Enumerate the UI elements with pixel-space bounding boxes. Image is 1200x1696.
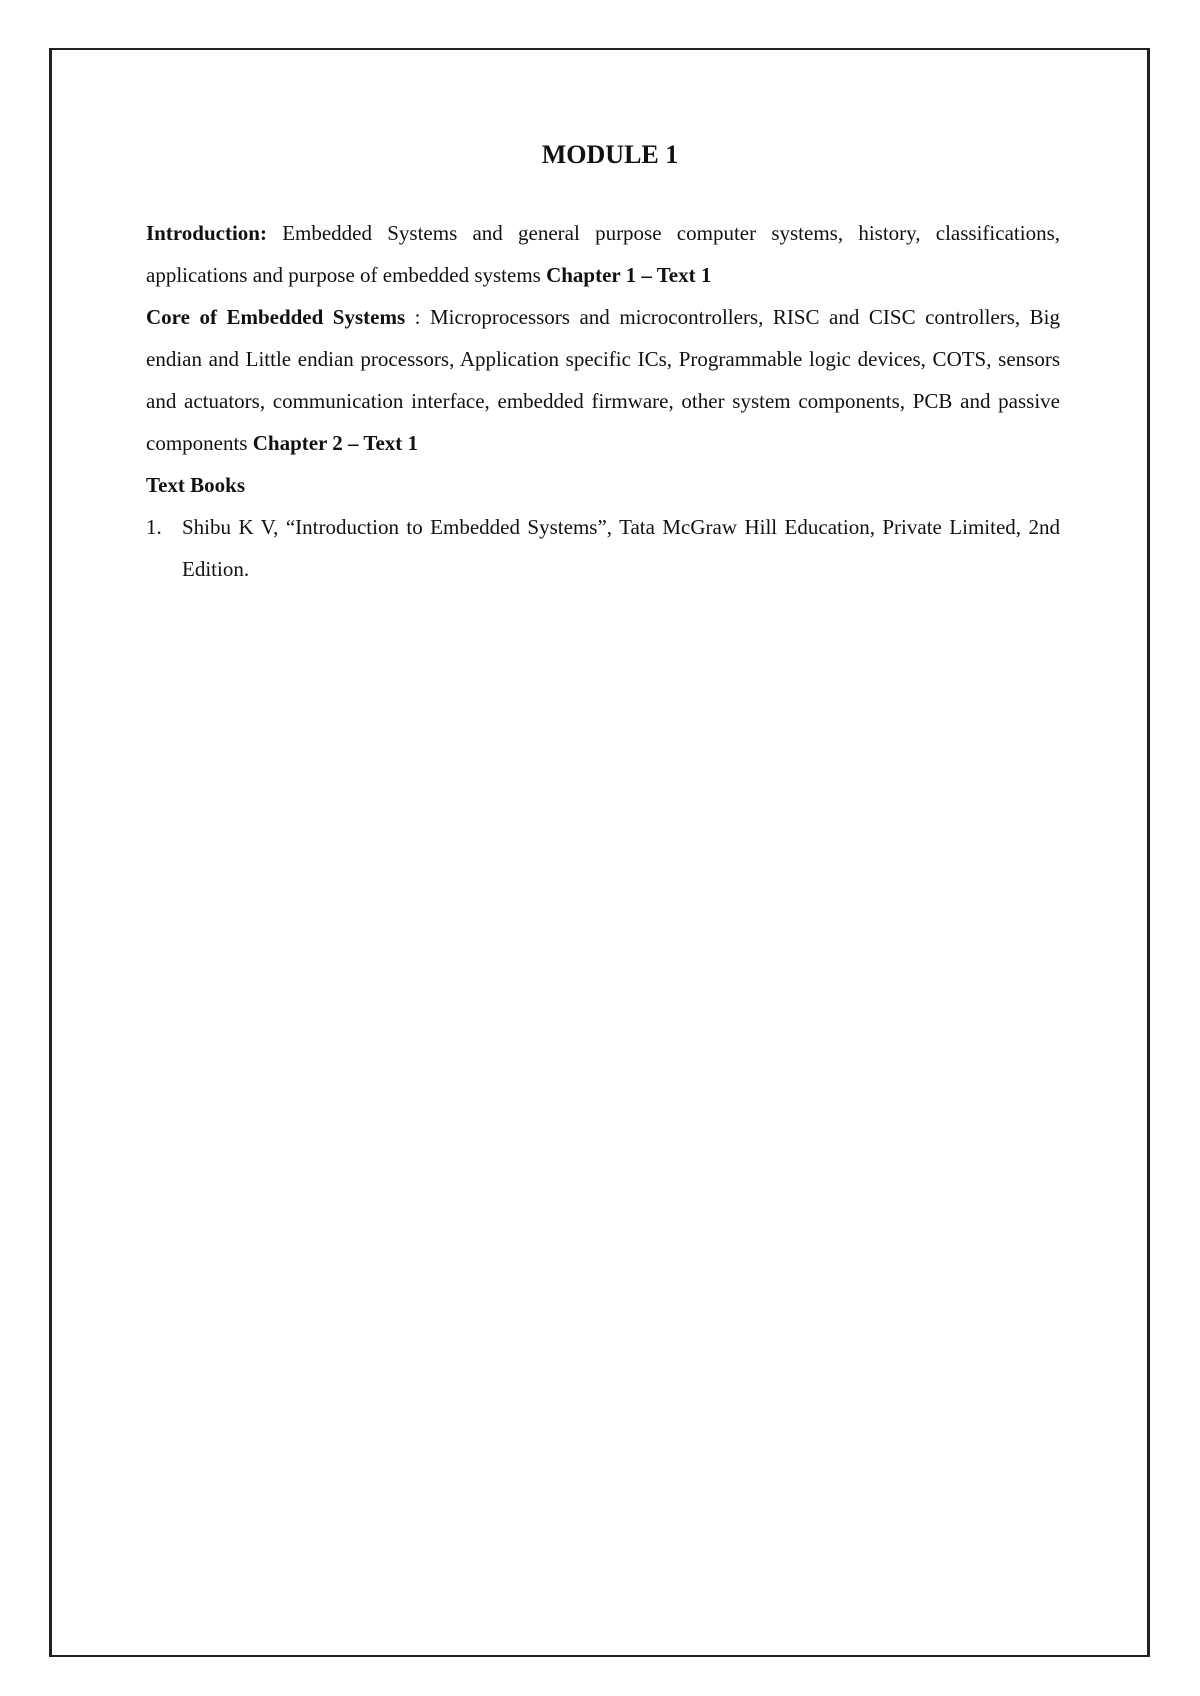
document-content	[146, 140, 1060, 590]
section-text: : Microprocessors and microcontrollers, RISC and CISC controllers, Big endian and Little endian processors, Application specific ICs, Programmable logic devices, COTS, sensors and actuators, communication interface, embedded firmware, other system components, PCB and passive components	[146, 305, 1060, 455]
section-introduction	[146, 212, 1060, 296]
text-books-heading: Text Books	[146, 473, 246, 497]
module-title: MODULE 1	[541, 140, 679, 169]
list-item-text: Shibu K V, “Introduction to Embedded Systems”, Tata McGraw Hill Education, Private Limited, 2nd Edition.	[182, 515, 1060, 581]
section-text: Embedded Systems and general purpose computer systems, history, classifications, applications and purpose of embedded systems	[146, 221, 1060, 287]
chapter-reference: Chapter 2 – Text 1	[252, 431, 419, 455]
list-item	[146, 506, 1060, 590]
section-core-embedded-systems	[146, 296, 1060, 464]
section-lead: Introduction:	[146, 221, 267, 245]
list-item-number: 1.	[146, 515, 162, 539]
text-books-list	[146, 506, 1060, 590]
chapter-reference: Chapter 1 – Text 1	[546, 263, 712, 287]
section-lead: Core of Embedded Systems	[146, 305, 406, 329]
